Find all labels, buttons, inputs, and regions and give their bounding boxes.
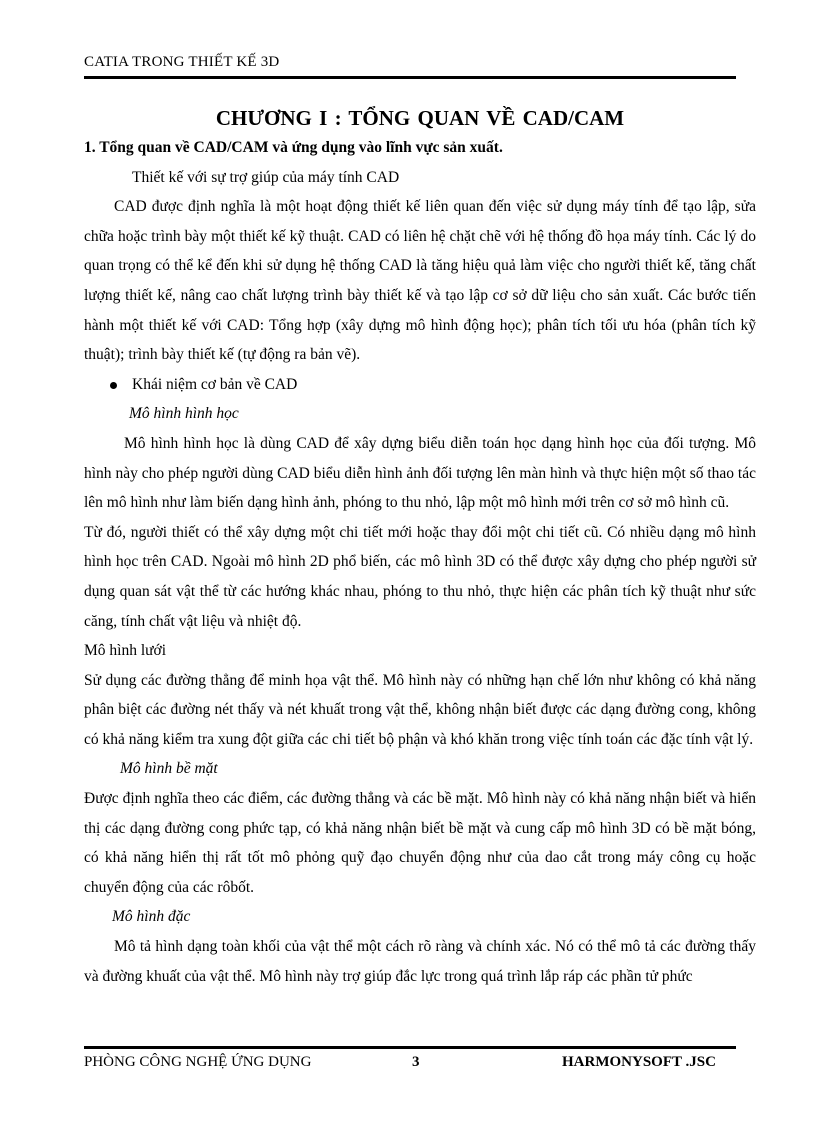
subheading-intro: Thiết kế với sự trợ giúp của máy tính CAD (132, 168, 400, 186)
running-header-title: CATIA TRONG THIẾT KẾ 3D (84, 54, 280, 70)
footer-page-number: 3 (412, 1054, 420, 1070)
paragraph-geometric-model-2: Từ đó, người thiết có thể xây dựng một chi tiết mới hoặc thay đổi một chi tiết cũ. Có nhiều dạng mô hình hình học trên CAD. Ngoài mô hình 2D phổ biến, các mô hình 3D có thể được xây dựng cho phép người sử dụng quan sát vật thể từ các hướng khác nhau, phóng to thu nhỏ, thực hiện các phân tích kỹ thuật như sức căng, tính chất vật liệu và nhiệt độ. (84, 523, 756, 630)
bullet-label: Khái niệm cơ bản về CAD (132, 375, 298, 393)
heading-geometric-model: Mô hình hình học (129, 405, 239, 423)
footer-rule (84, 1046, 736, 1049)
paragraph-solid-model: Mô tả hình dạng toàn khối của vật thể một cách rõ ràng và chính xác. Nó có thể mô tả các đường thấy và đường khuất của vật thể. Mô hình này trợ giúp đắc lực trong quá trình lắp ráp các phần tử phức (84, 938, 756, 985)
footer-department: PHÒNG CÔNG NGHỆ ỨNG DỤNG (84, 1054, 312, 1070)
paragraph-geometric-model-1: Mô hình hình học là dùng CAD để xây dựng biểu diễn toán học dạng hình học của đối tượng. Mô hình này cho phép người dùng CAD biểu diễn hình ảnh đối tượng lên màn hình và thực hiện một số thao tác lên mô hình như làm biến dạng hình ảnh, phóng to thu nhỏ, lập một mô hình mới trên cơ sở mô hình cũ. (84, 434, 756, 512)
page-body (84, 133, 756, 991)
footer-company: HARMONYSOFT .JSC (562, 1054, 716, 1070)
heading-solid-model: Mô hình đặc (112, 908, 191, 926)
section-heading: 1. Tổng quan về CAD/CAM và ứng dụng vào lĩnh vực sản xuất. (84, 139, 503, 156)
heading-wireframe-model: Mô hình lưới (84, 642, 167, 660)
chapter-title: CHƯƠNG I : TỔNG QUAN VỀ CAD/CAM (215, 106, 625, 130)
heading-surface-model: Mô hình bề mặt (120, 760, 218, 778)
bullet-icon (110, 382, 117, 389)
header-rule (84, 76, 736, 79)
bullet-item-basic-concepts (84, 370, 756, 400)
paragraph-cad-definition: CAD được định nghĩa là một hoạt động thiết kế liên quan đến việc sử dụng máy tính để tạo lập, sửa chữa hoặc trình bày một thiết kế kỹ thuật. CAD có liên hệ chặt chẽ với hệ thống đồ họa máy tính. Các lý do quan trọng có thể kể đến khi sử dụng hệ thống CAD là tăng hiệu quả làm việc cho người thiết kế, tăng chất lượng thiết kế, nâng cao chất lượng trình bày thiết kế và tạo lập cơ sở dữ liệu cho sản xuất. Các bước tiến hành một thiết kế với CAD: Tổng hợp (xây dựng mô hình động học); phân tích tối ưu hóa (phân tích kỹ thuật); trình bày thiết kế (tự động ra bản vẽ). (84, 198, 756, 364)
paragraph-surface-model: Được định nghĩa theo các điểm, các đường thẳng và các bề mặt. Mô hình này có khả năng nhận biết và hiển thị các dạng đường cong phức tạp, có khả năng nhận biết bề mặt và cung cấp mô hình 3D có bề mặt bóng, có khả năng hiển thị rất tốt mô phỏng quỹ đạo chuyển động như của dao cắt trong máy công cụ hoặc chuyển động của các rôbốt. (84, 790, 756, 896)
paragraph-wireframe-model: Sử dụng các đường thẳng để minh họa vật thể. Mô hình này có những hạn chế lớn như không có khả năng phân biệt các đường nét thấy và nét khuất trong vật thể, không nhận biết được các dạng đường cong, không có khả năng kiểm tra xung đột giữa các chi tiết bộ phận và khó khăn trong việc tính toán các đặc tính vật lý. (84, 671, 756, 748)
